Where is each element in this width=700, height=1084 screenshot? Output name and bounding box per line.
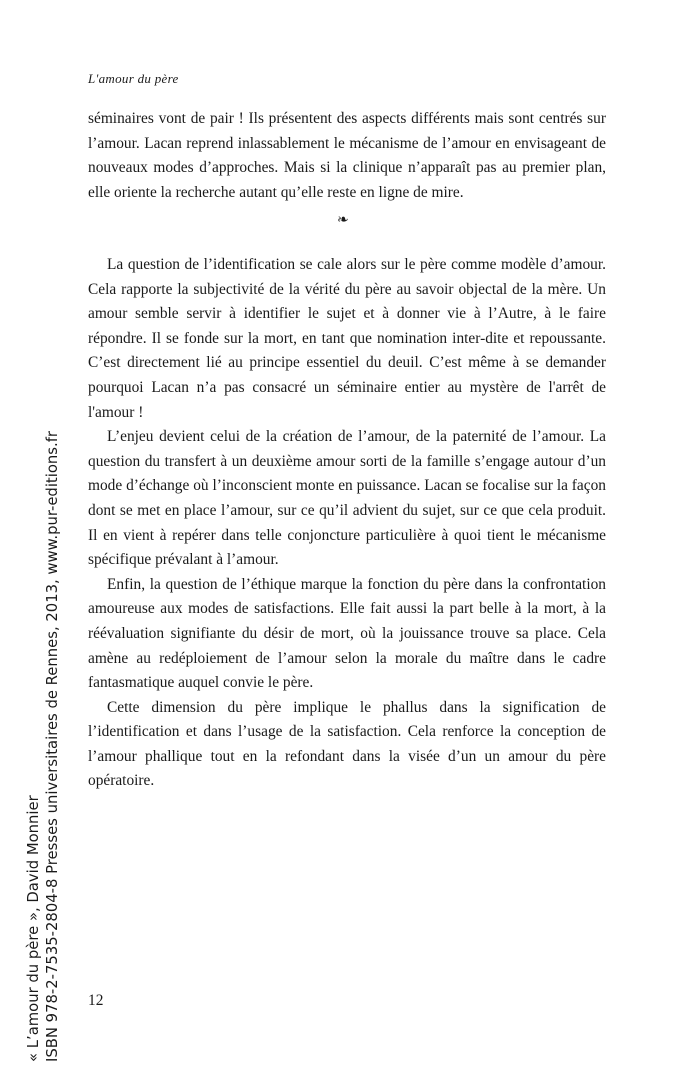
paragraph: Enfin, la question de l’éthique marque la fonction du père dans la confrontation amoureuse aux modes de satisfactions. Elle fait aussi la part belle à la mort, à la réévaluation signifiante du désir de mort, où la jouissance trouve sa place. Cela amène au redéploiement de l’amour selon la morale du maître dans le cadre fantasmatique auquel convie le père.: [88, 575, 606, 692]
side-credit: [24, 431, 62, 1062]
paragraph: La question de l’identification se cale alors sur le père comme modèle d’amour. Cela rapporte la subjectivité de la vérité du père au savoir objectal de la mère. Un amour semble servir à identifier le sujet et à donner vie à l’Autre, à le faire répondre. Il se fonde sur la mort, en tant que nomination inter-dite et repoussante. C’est directement lié au principe essentiel du deuil. C’est même à se demander pourquoi Lacan n’a pas consacré un séminaire entier au mystère de l'arrêt de l'amour !: [88, 256, 606, 421]
running-head: L'amour du père: [88, 71, 179, 86]
paragraph: L’enjeu devient celui de la création de l’amour, de la paternité de l’amour. La question du transfert à un deuxième amour sorti de la famille s’engage autour d’un mode d’échange où l’inconscient monte en puissance. Lacan se focalise sur la façon dont se met en place l’amour, sur ce qu’il advient du sujet, sur ce que cela produit. Il en vient à repérer dans telle conjoncture particulière à quoi tient le mécanisme spécifique prévalant à l’amour.: [88, 428, 606, 569]
top-paragraph-block: [88, 107, 606, 205]
paragraph: Cette dimension du père implique le phallus dans la signification de l’identification et dans l’usage de la satisfaction. Cela renforce la conception de l’amour phallique tout en la refondant dans la visée d’un un amour du père opératoire.: [88, 698, 606, 790]
main-text-block: [88, 253, 606, 794]
side-credit-line: « L’amour du père », David Monnier: [25, 795, 42, 1062]
paragraph: séminaires vont de pair ! Ils présentent des aspects différents mais sont centrés sur l’amour. Lacan reprend inlassablement le mécanisme de l’amour en envisageant de nouveaux modes d’approches. Mais si la clinique n’apparaît pas au premier plan, elle oriente la recherche autant qu’elle reste en ligne de mire.: [88, 110, 606, 201]
fleuron-ornament-icon: ❧: [337, 213, 349, 228]
page-number: 12: [88, 992, 104, 1009]
side-credit-line: ISBN 978-2-7535-2804-8 Presses universitaires de Rennes, 2013, www.pur-editions.fr: [44, 431, 61, 1062]
